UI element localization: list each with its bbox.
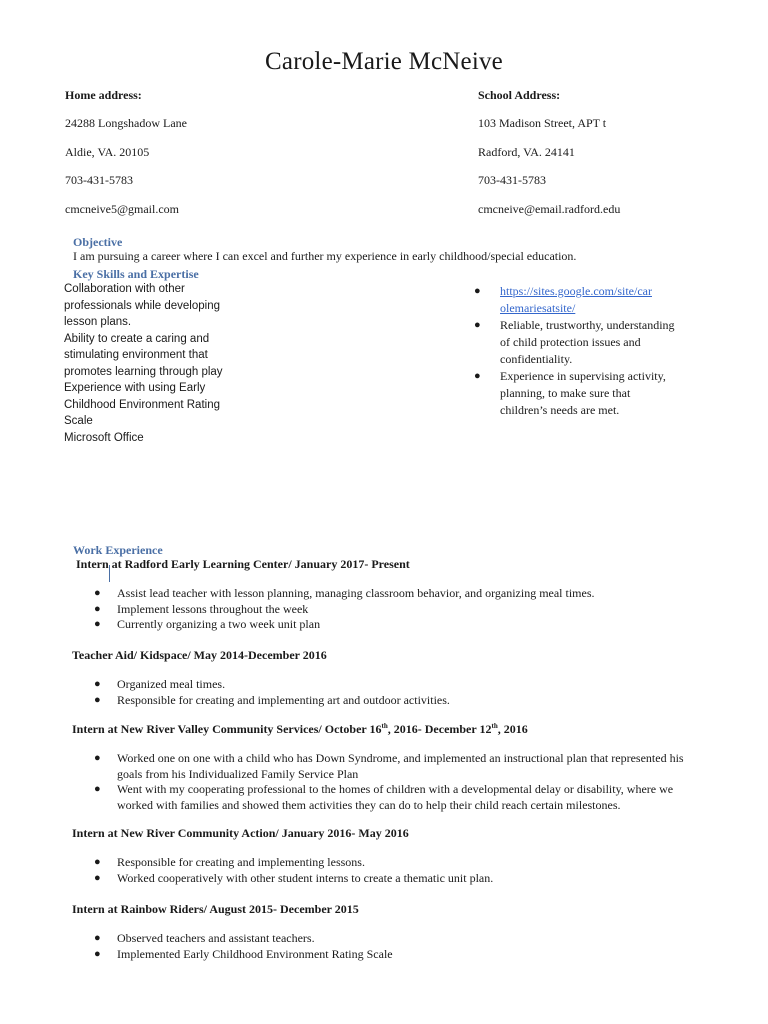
job-bullets: [94, 855, 717, 886]
list-item: ● Assist lead teacher with lesson planning, managing classroom behavior, and organizing meal times.: [94, 586, 595, 600]
skill-item: Experience with using Early Childhood Environment Rating Scale: [64, 382, 220, 427]
list-item: ● Currently organizing a two week unit plan: [94, 617, 321, 631]
list-item: ● Worked cooperatively with other student interns to create a thematic unit plan.: [94, 870, 494, 885]
home-address-label: Home address:: [65, 88, 142, 102]
home-city: Aldie, VA. 20105: [65, 145, 150, 159]
skill-item: Ability to create a caring and stimulating environment that promotes learning through play: [64, 332, 223, 378]
list-item: ● Responsible for creating and implementing art and outdoor activities.: [94, 692, 450, 707]
bullet-icon: ●: [94, 602, 101, 615]
bullet-icon: ●: [474, 319, 481, 331]
home-phone: 703-431-5783: [65, 173, 133, 187]
skill-item: Microsoft Office: [64, 431, 144, 444]
home-street: 24288 Longshadow Lane: [65, 116, 187, 130]
site-link-continued[interactable]: olemariesatsite/: [500, 301, 576, 315]
job-bullets: [94, 931, 717, 962]
school-phone: 703-431-5783: [478, 173, 546, 187]
objective-heading: Objective: [73, 235, 123, 249]
site-link[interactable]: https://sites.google.com/site/car: [500, 284, 652, 298]
job-bullets: [94, 586, 717, 633]
job-title: Teacher Aid/ Kidspace/ May 2014-December 2016: [72, 648, 327, 662]
bullet-icon: ●: [94, 618, 101, 630]
bullet-icon: ●: [94, 587, 101, 599]
school-address-label: School Address:: [478, 88, 561, 102]
skill-item-link[interactable]: [474, 283, 675, 317]
school-email: cmcneive@email.radford.edu: [478, 202, 621, 216]
school-city: Radford, VA. 24141: [478, 145, 575, 159]
skill-text: Reliable, trustworthy, understanding of child protection issues and confidentiality.: [500, 318, 675, 366]
skills-left-list: [64, 281, 234, 446]
job-title: Intern at Radford Early Learning Center/ January 2017- Present: [76, 557, 410, 571]
bullet-icon: ●: [94, 871, 101, 884]
home-email: cmcneive5@gmail.com: [65, 202, 180, 216]
skill-item: [474, 368, 675, 419]
job-title: Intern at New River Valley Community Services/ October 16th, 2016- December 12th, 2016: [72, 722, 528, 736]
list-item: ● Implemented Early Childhood Environment Rating Scale: [94, 946, 393, 961]
list-item: ● Observed teachers and assistant teachers.: [94, 931, 315, 945]
bullet-icon: ●: [94, 783, 101, 795]
job-bullets: [94, 751, 707, 813]
list-item: ● Went with my cooperating professional to the homes of children with a developmental delay or disability, where we worked with families and showed them activities they can do to help their child reach certain milestones.: [94, 782, 674, 812]
job-title: Intern at New River Community Action/ January 2016- May 2016: [72, 826, 409, 840]
job-title: Intern at Rainbow Riders/ August 2015- December 2015: [72, 902, 359, 916]
skills-heading: Key Skills and Expertise: [73, 267, 199, 281]
bullet-icon: ●: [474, 370, 481, 382]
skill-item: Collaboration with other professionals while developing lesson plans.: [64, 283, 220, 328]
bullet-icon: ●: [94, 678, 101, 690]
job-bullets: [94, 677, 717, 708]
bullet-icon: ●: [94, 856, 101, 868]
list-item: ● Implement lessons throughout the week: [94, 601, 309, 616]
bullet-icon: ●: [94, 932, 101, 944]
bullet-icon: ●: [94, 752, 101, 764]
list-item: ● Responsible for creating and implementing lessons.: [94, 855, 365, 869]
bullet-icon: ●: [474, 285, 481, 297]
bullet-icon: ●: [94, 693, 101, 706]
list-item: ● Organized meal times.: [94, 677, 226, 691]
skills-right-list: [474, 283, 675, 419]
objective-text: I am pursuing a career where I can excel and further my experience in early childhood/special education.: [73, 249, 577, 263]
bullet-icon: ●: [94, 947, 101, 960]
skill-item: [474, 317, 675, 368]
page-title: Carole-Marie McNeive: [265, 48, 503, 75]
skill-text: Experience in supervising activity, planning, to make sure that children’s needs are met.: [500, 369, 666, 417]
work-heading: Work Experience: [73, 543, 163, 557]
list-item: ● Worked one on one with a child who has Down Syndrome, and implemented an instructional plan that represented his goals from his Individualized Family Service Plan: [94, 751, 684, 781]
school-street: 103 Madison Street, APT t: [478, 116, 607, 130]
